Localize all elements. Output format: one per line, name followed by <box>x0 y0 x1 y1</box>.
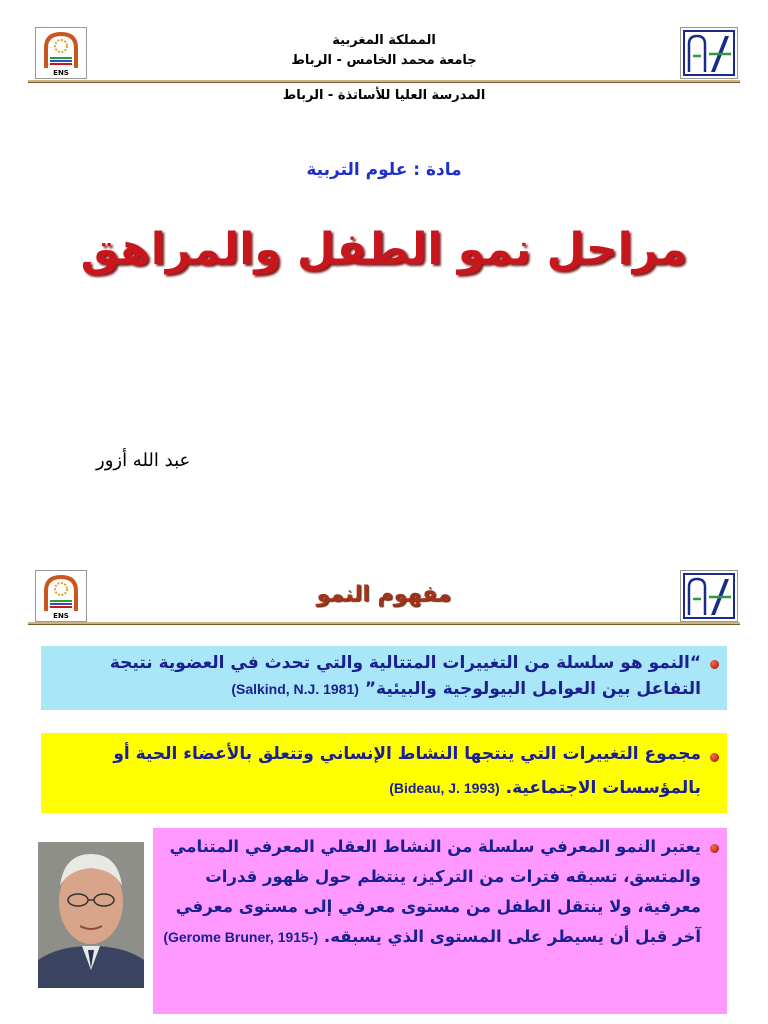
slide-growth-concept <box>0 560 768 1024</box>
definition-box-salkind <box>41 646 727 710</box>
header-divider <box>28 622 740 625</box>
definition-text: مجموع التغييرات التي ينتجها النشاط الإنساني وتتعلق بالأعضاء الحية أو بالمؤسسات الاجتماعية. (Bideau, J. 1993) <box>113 744 701 798</box>
definition-box-bruner <box>153 828 727 1014</box>
main-title: مراحل نمو الطفل والمراهق <box>80 224 688 275</box>
header-school: المدرسة العليا للأساتذة - الرباط <box>282 88 486 103</box>
bullet-icon <box>710 660 719 669</box>
author-name: عبد الله أزور <box>96 450 191 471</box>
definition-box-bideau <box>41 733 727 813</box>
subject-label: مادة : علوم التربية <box>306 160 462 180</box>
ens-logo-text: ENS <box>53 612 69 620</box>
header-university: جامعة محمد الخامس - الرباط <box>291 53 477 68</box>
header-kingdom: المملكة المغربية <box>332 33 436 48</box>
citation: (Bideau, J. 1993) <box>389 780 500 796</box>
citation: (Salkind, N.J. 1981) <box>231 681 359 697</box>
citation: (Gerome Bruner, 1915-) <box>163 929 319 945</box>
portrait-photo <box>38 842 144 988</box>
bullet-icon <box>710 753 719 762</box>
slide-title: مفهوم النمو <box>316 582 452 607</box>
definition-text: “النمو هو سلسلة من التغييرات المتتالية والتي تحدث في العضوية نتيجة التفاعل بين العوامل البيولوجية والبيئية” (Salkind, N.J. 1981) <box>109 653 701 699</box>
bullet-icon <box>710 844 719 853</box>
ens-logo-text: ENS <box>53 69 69 77</box>
definition-text: يعتبر النمو المعرفي سلسلة من النشاط العقلي المعرفي المتنامي والمتسق، تسبقه فترات من التركيز، ينتظم حول ظهور قدرات معرفية، ولا ينتقل الطفل من مستوى معرفي إلى مستوى معرفي آخر قبل أن يسيطر على المستوى الذي يسبقه. (Gerome Bruner, 1915-) <box>163 837 701 946</box>
header-divider <box>28 80 740 83</box>
